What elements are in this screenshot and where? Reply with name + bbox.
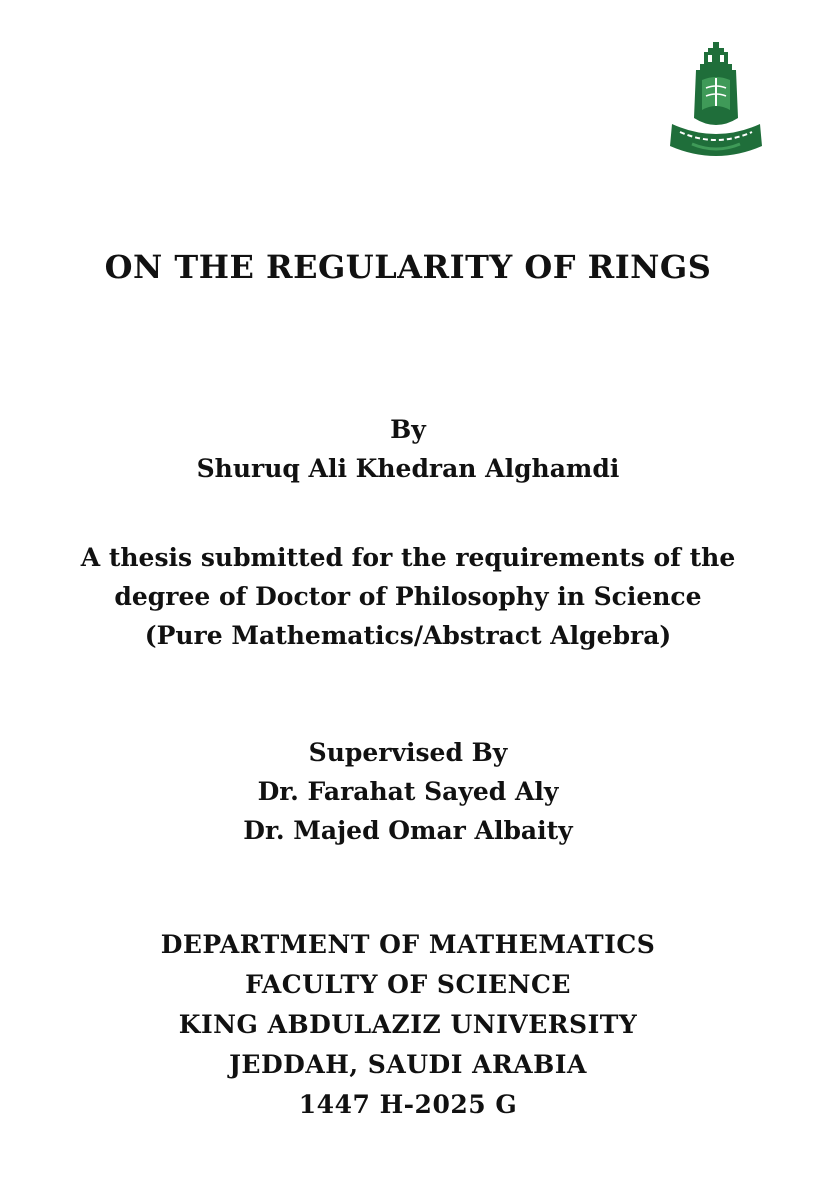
institution-block — [0, 925, 816, 1125]
thesis-statement — [0, 538, 816, 655]
supervision-block — [0, 733, 816, 850]
department-name: DEPARTMENT OF MATHEMATICS — [160, 930, 656, 959]
thesis-statement-line: degree of Doctor of Philosophy in Science — [114, 582, 702, 611]
supervisor-name: Dr. Majed Omar Albaity — [243, 816, 573, 845]
thesis-statement-line: (Pure Mathematics/Abstract Algebra) — [144, 621, 672, 650]
thesis-statement-line: A thesis submitted for the requirements of the — [80, 543, 736, 572]
supervised-by-label: Supervised By — [308, 738, 508, 767]
university-logo-icon — [666, 40, 766, 164]
supervisor-name: Dr. Farahat Sayed Aly — [257, 777, 559, 806]
by-label: By — [390, 415, 426, 444]
university-name: KING ABDULAZIZ UNIVERSITY — [178, 1010, 638, 1039]
faculty-name: FACULTY OF SCIENCE — [245, 970, 571, 999]
submission-date: 1447 H-2025 G — [298, 1090, 518, 1119]
thesis-title: ON THE REGULARITY OF RINGS — [104, 248, 712, 286]
author-name: Shuruq Ali Khedran Alghamdi — [196, 454, 620, 483]
author-block — [0, 410, 816, 488]
location: JEDDAH, SAUDI ARABIA — [229, 1050, 587, 1079]
